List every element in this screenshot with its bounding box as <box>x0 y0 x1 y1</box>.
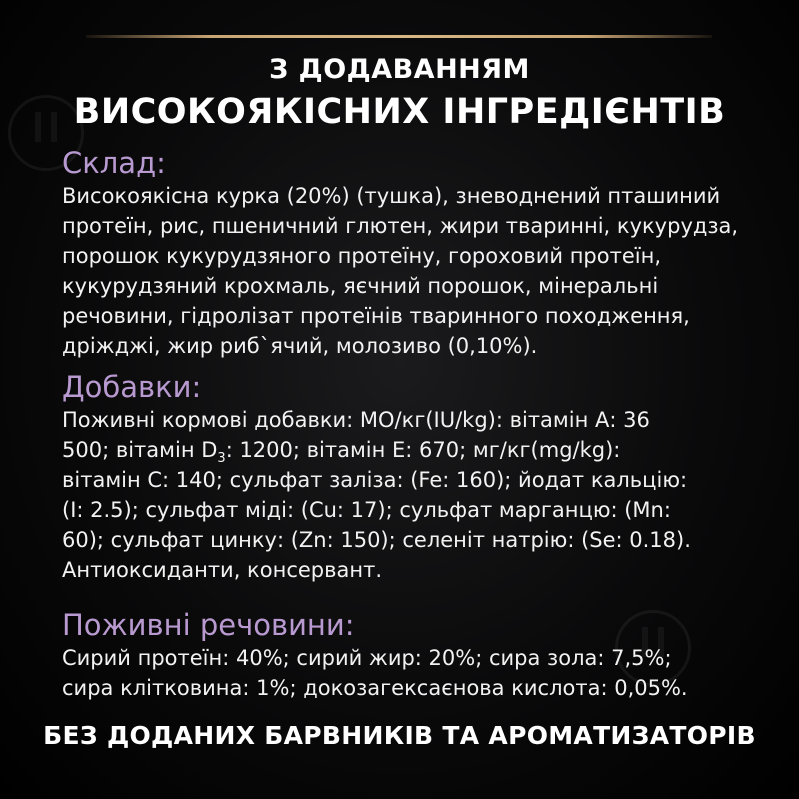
composition-line: порошок кукурудзяного протеїну, гороховий протеїн, <box>62 244 662 268</box>
composition-line: протеїн, рис, пшеничний глютен, жири тваринні, кукурудза, <box>62 214 739 238</box>
nutrients-title: Поживні речовини: <box>62 608 355 642</box>
composition-text <box>62 181 782 361</box>
additives-line: Антиоксиданти, консервант. <box>62 558 382 582</box>
nutrients-text <box>62 643 782 703</box>
composition-line: дріжджі, жир риб`ячий, молозиво (0,10%). <box>62 334 538 358</box>
additives-line-part: : 1200; вітамін Е: 670; мг/кг(mg/kg): <box>225 438 621 462</box>
composition-line: кукурудзяний крохмаль, яєчний порошок, мінеральні <box>62 274 659 298</box>
additives-line: 60); сульфат цинку: (Zn: 150); селеніт натрію: (Se: 0.18). <box>62 528 691 552</box>
headline-line-2: ВИСОКОЯКІСНИХ ІНГРЕДІЄНТІВ <box>73 92 726 132</box>
additives-section <box>62 372 782 585</box>
gold-divider <box>86 35 712 38</box>
additives-title: Добавки: <box>62 370 202 404</box>
subscript: 3 <box>217 451 226 466</box>
additives-line: Поживні кормові добавки: МО/кг(IU/kg): вітамін А: 36 <box>62 408 650 432</box>
additives-text <box>62 405 782 585</box>
additives-line: (I: 2.5); сульфат міді: (Cu: 17); сульфат марганцю: (Mn: <box>62 498 671 522</box>
composition-section <box>62 148 782 361</box>
footer-claim: БЕЗ ДОДАНИХ БАРВНИКІВ ТА АРОМАТИЗАТОРІВ <box>43 721 756 750</box>
composition-title: Склад: <box>62 146 166 180</box>
composition-line: Високоякісна курка (20%) (тушка), зневоднений пташиний <box>62 184 721 208</box>
additives-line <box>62 435 782 465</box>
additives-line: вітамін С: 140; сульфат заліза: (Fe: 160); йодат кальцію: <box>62 468 688 492</box>
nutrients-line: сира клітковина: 1%; докозагексаєнова кислота: 0,05%. <box>62 676 688 700</box>
headline-line-1: З ДОДАВАННЯМ <box>269 54 530 85</box>
nutrients-line: Сирий протеїн: 40%; сирий жир: 20%; сира зола: 7,5%; <box>62 646 672 670</box>
nutrients-section <box>62 610 782 703</box>
composition-line: речовини, гідролізат протеїнів тваринного походження, <box>62 304 690 328</box>
additives-line-part: 500; вітамін D <box>62 438 218 462</box>
